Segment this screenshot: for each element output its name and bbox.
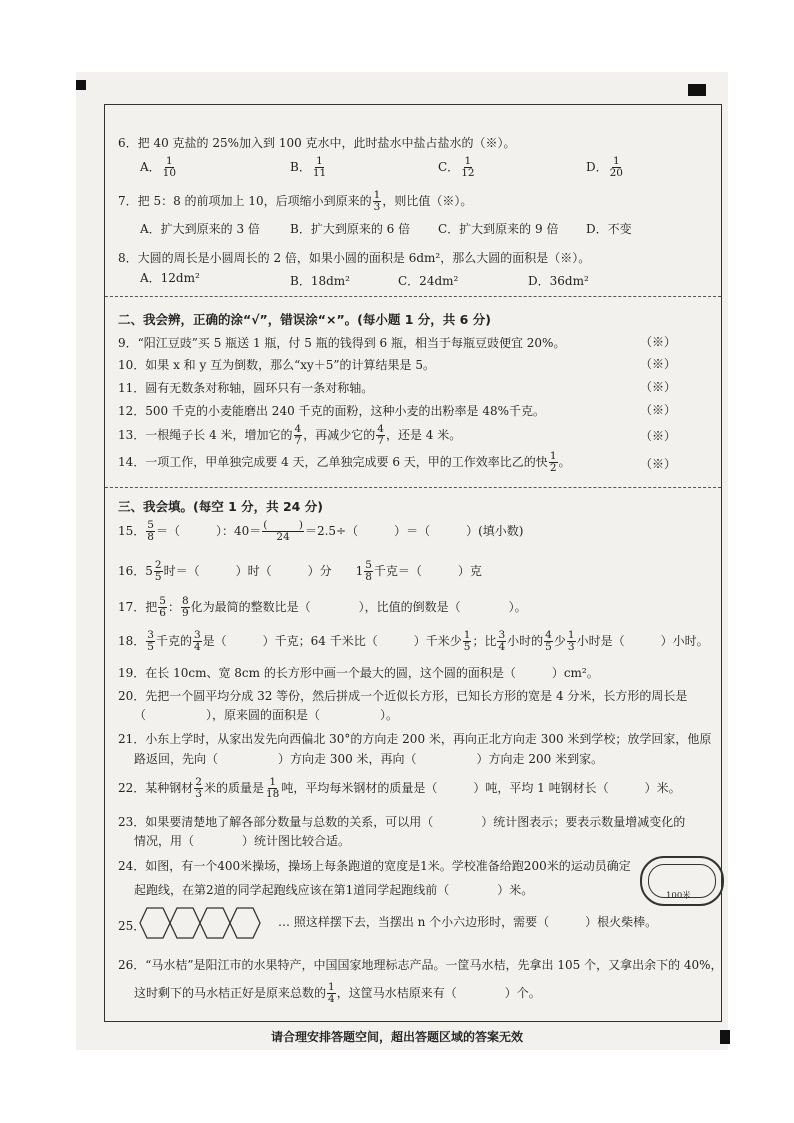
answer-mark: （※） (640, 380, 677, 394)
question-22: 22．某种钢材 $\frac{2}{3}$ 米的质量是 $\frac{1}{18}$ 吨，平均每米钢材的质量是（ ）吨，平均 1 吨钢材长（ ）米。 (118, 776, 681, 800)
question-17: 17．把 $\frac{5}{6}$ ： $\frac{8}{9}$ 化为最简的整数比是（ ），比值的倒数是（ ）。 (118, 595, 527, 619)
question-21-cont: 路返回，先向（ ）方向走 300 米，再向（ ）方向走 200 米到家。 (134, 752, 604, 766)
question-20: 20．先把一个圆平均分成 32 等份，然后拼成一个近似长方形，已知长方形的宽是 4 分米，长方形的周长是 (118, 689, 688, 703)
answer-mark: （※） (640, 357, 677, 371)
question-20-cont: （ ），原来圆的面积是（ ）。 (134, 708, 399, 722)
answer-mark: （※） (640, 429, 677, 443)
question-16: 16．5 $\frac{2}{5}$ 时＝（ ）时（ ）分 1 $\frac{5}{8}$ 千克＝（ ）克 (118, 559, 482, 583)
section-divider (105, 296, 721, 297)
answer-mark: （※） (640, 335, 677, 349)
option-b: B．扩大到原来的 6 倍 (290, 222, 411, 236)
question-12: 12．500 千克的小麦能磨出 240 千克的面粉，这种小麦的出粉率是 48%千克。 (118, 404, 546, 418)
question-8: 8．大圆的周长是小圆周长的 2 倍，如果小圆的面积是 6dm²，那么大圆的面积是（※）。 (118, 251, 591, 265)
question-23-cont: 情况，用（ ）统计图比较合适。 (134, 834, 351, 848)
question-14: 14．一项工作，甲单独完成要 4 天，乙单独完成要 6 天，甲的工作效率比乙的快 $\frac{1}{2}$ 。 (118, 450, 571, 474)
question-6: 6．把 40 克盐的 25%加入到 100 克水中，此时盐水中盐占盐水的（※）。 (118, 136, 516, 150)
question-10: 10．如果 x 和 y 互为倒数，那么“xy＋5”的计算结果是 5。 (118, 358, 435, 372)
section-divider (105, 487, 721, 488)
section-3-title: 三、我会填。(每空 1 分，共 24 分) (118, 499, 323, 514)
option-b: B． $\frac{1}{11}$ (290, 155, 327, 179)
option-a: A．扩大到原来的 3 倍 (140, 222, 260, 236)
option-d: D．不变 (586, 222, 632, 236)
footer-notice: 请合理安排答题空间，超出答题区域的答案无效 (270, 1030, 523, 1044)
question-26: 26．“马水桔”是阳江市的水果特产，中国国家地理标志产品。一筐马水桔，先拿出 105 个，又拿出余下的 40%， (118, 958, 723, 972)
track-length-label: 100米 (666, 891, 691, 901)
question-7: 7．把 5：8 的前项加上 10，后项缩小到原来的 $\frac{1}{3}$ ，则比值（※）。 (118, 189, 473, 213)
question-15: 15． $\frac{5}{8}$ ＝（ ）：40＝ $\frac{( )}{24}$ ＝2.5÷（ ）＝（ ）(填小数) (118, 519, 524, 543)
option-d: D．36dm² (528, 274, 589, 288)
question-25-number: 25． (118, 919, 146, 933)
answer-mark: （※） (640, 403, 677, 417)
hexagon-shape (230, 908, 260, 938)
hexagon-shape (200, 908, 230, 938)
option-a: A． $\frac{1}{10}$ (140, 155, 177, 179)
question-24-cont: 起跑线，在第2道的同学起跑线应该在第1道同学起跑线前（ ）米。 (134, 883, 534, 897)
question-11: 11．圆有无数条对称轴，圆环只有一条对称轴。 (118, 381, 374, 395)
option-c: C． $\frac{1}{12}$ (438, 155, 475, 179)
section-2-title: 二、我会辨，正确的涂“√”，错误涂“×”。(每小题 1 分，共 6 分) (118, 312, 491, 327)
question-9: 9．“阳江豆豉”买 5 瓶送 1 瓶，付 5 瓶的钱得到 6 瓶，相当于每瓶豆豉便宜 20%。 (118, 336, 566, 350)
option-d: D． $\frac{1}{20}$ (586, 155, 623, 179)
question-13: 13．一根绳子长 4 米，增加它的 $\frac{4}{7}$ ，再减少它的 $\frac{4}{7}$ ，还是 4 米。 (118, 423, 462, 447)
question-19: 19．在长 10cm、宽 8cm 的长方形中画一个最大的圆，这个圆的面积是（ ）cm²。 (118, 666, 599, 680)
option-c: C．24dm² (398, 274, 459, 288)
registration-mark (76, 80, 86, 90)
question-23: 23．如果要清楚地了解各部分数量与总数的关系，可以用（ ）统计图表示；要表示数量增减变化的 (118, 815, 686, 829)
question-25: … 照这样摆下去，当摆出 n 个小六边形时，需要（ ）根火柴棒。 (278, 915, 658, 929)
question-26-cont: 这时剩下的马水桔正好是原来总数的 $\frac{1}{4}$ ，这筐马水桔原来有（ ）个。 (134, 981, 541, 1005)
question-18: 18． $\frac{3}{5}$ 千克的 $\frac{3}{4}$ 是（ ）千克；64 千米比（ ）千米少 $\frac{1}{5}$ ；比 $\frac{3}{4}$ 小时的 $\frac{4}{5}$ 少 $\frac{1}{3}$ 小时是（ ）小时。 (118, 629, 709, 653)
answer-mark: （※） (640, 457, 677, 471)
registration-mark (688, 84, 706, 96)
hexagon-matchstick-figure (134, 904, 272, 942)
option-a: A．12dm² (140, 271, 200, 285)
hexagon-shape (140, 908, 170, 938)
hexagon-shape (170, 908, 200, 938)
question-21: 21．小东上学时，从家出发先向西偏北 30°的方向走 200 米，再向正北方向走 300 米到学校；放学回家，他原 (118, 732, 712, 746)
question-24: 24．如图，有一个400米操场，操场上每条跑道的宽度是1米。学校准备给跑200米的运动员确定 (118, 859, 631, 873)
option-c: C．扩大到原来的 9 倍 (438, 222, 559, 236)
option-b: B．18dm² (290, 274, 350, 288)
